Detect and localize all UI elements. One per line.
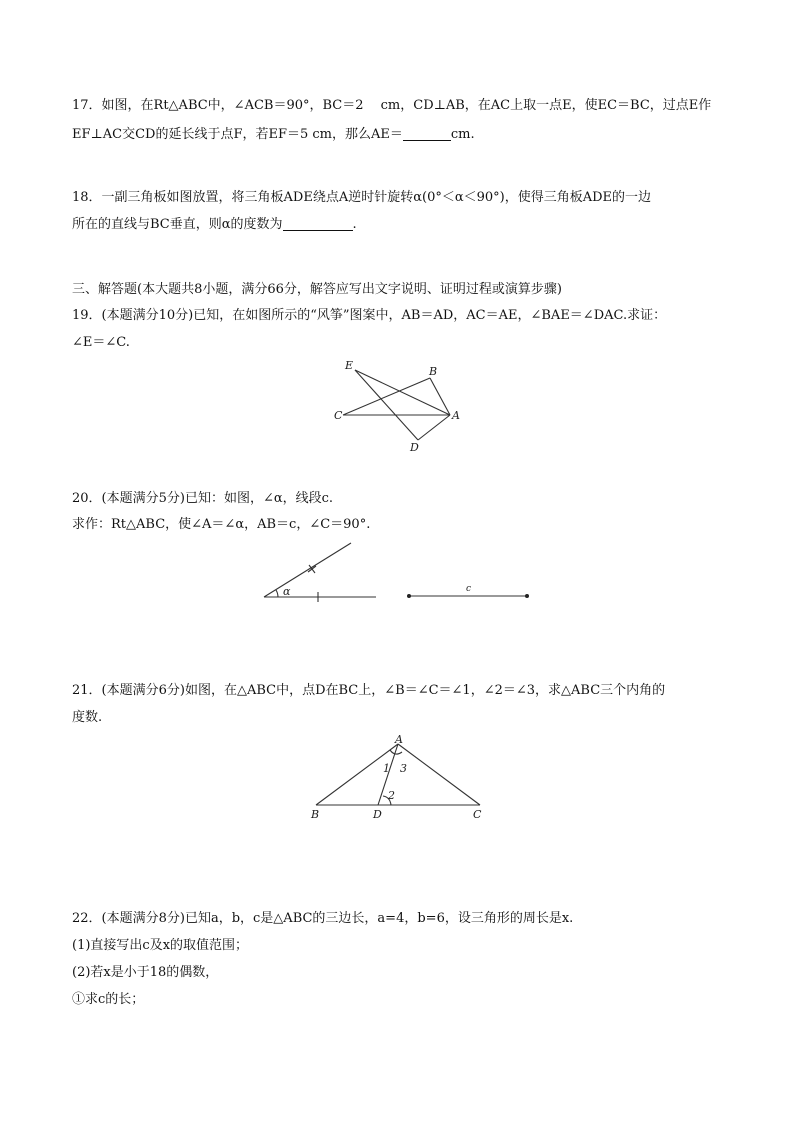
q21-label-D: D (373, 808, 382, 821)
q18-line2-text: 所在的直线与BC垂直，则α的度数为 (72, 217, 283, 232)
q21-label-C: C (473, 808, 482, 821)
q19-line1: 19．(本题满分10分)已知，在如图所示的“风筝”图案中，AB＝AD，AC＝AE，∠BAE＝∠DAC.求证： (72, 308, 667, 323)
q22-line4: ①求c的长； (72, 992, 145, 1007)
q18-line2-end: . (352, 217, 357, 232)
q21-label-angle1: 1 (383, 762, 390, 775)
q21-label-B: B (311, 808, 320, 821)
q20-line2: 求作：Rt△ABC，使∠A＝∠α，AB＝c，∠C＝90°. (72, 517, 371, 532)
q19-label-C: C (334, 409, 343, 422)
q22-line1: 22．(本题满分8分)已知a，b，c是△ABC的三边长，a=4，b=6，设三角形的周长是x. (72, 911, 574, 926)
q21-segment-AC (398, 744, 480, 805)
q21-line2: 度数. (72, 710, 103, 725)
q19-label-A: A (452, 409, 460, 422)
q17-line2-text: EF⊥AC交CD的延长线于点F，若EF＝5 cm，那么AE＝ (72, 127, 403, 142)
q21-label-A: A (395, 733, 403, 746)
q19-label-B: B (429, 365, 438, 378)
q19-label-D: D (410, 441, 419, 454)
q17-line1: 17．如图，在Rt△ABC中，∠ACB＝90°，BC＝2 cm，CD⊥AB，在AC上取一点E，使EC＝BC，过点E作 (72, 98, 712, 113)
q20-label-c: c (466, 584, 472, 594)
q17-line2-unit: cm. (450, 127, 475, 142)
section3-heading: 三、解答题(本大题共8小题，满分66分，解答应写出文字说明、证明过程或演算步骤) (72, 282, 562, 297)
q22-line3: (2)若x是小于18的偶数， (72, 965, 219, 980)
q18-line1: 18．一副三角板如图放置，将三角板ADE绕点A逆时针旋转α(0°＜α＜90°)，使得三角板ADE的一边 (72, 190, 652, 205)
q21-line1: 21．(本题满分6分)如图，在△ABC中，点D在BC上，∠B＝∠C＝∠1，∠2＝∠3，求△ABC三个内角的 (72, 683, 666, 698)
q20-line1: 20．(本题满分5分)已知：如图，∠α，线段c. (72, 491, 334, 506)
q19-label-E: E (345, 359, 354, 372)
q22-line2: (1)直接写出c及x的取值范围； (72, 938, 249, 953)
q21-label-angle2: 2 (388, 789, 395, 802)
q21-label-angle3: 3 (400, 762, 407, 775)
q20-label-alpha: α (283, 585, 291, 598)
q19-line2: ∠E＝∠C. (72, 335, 130, 350)
